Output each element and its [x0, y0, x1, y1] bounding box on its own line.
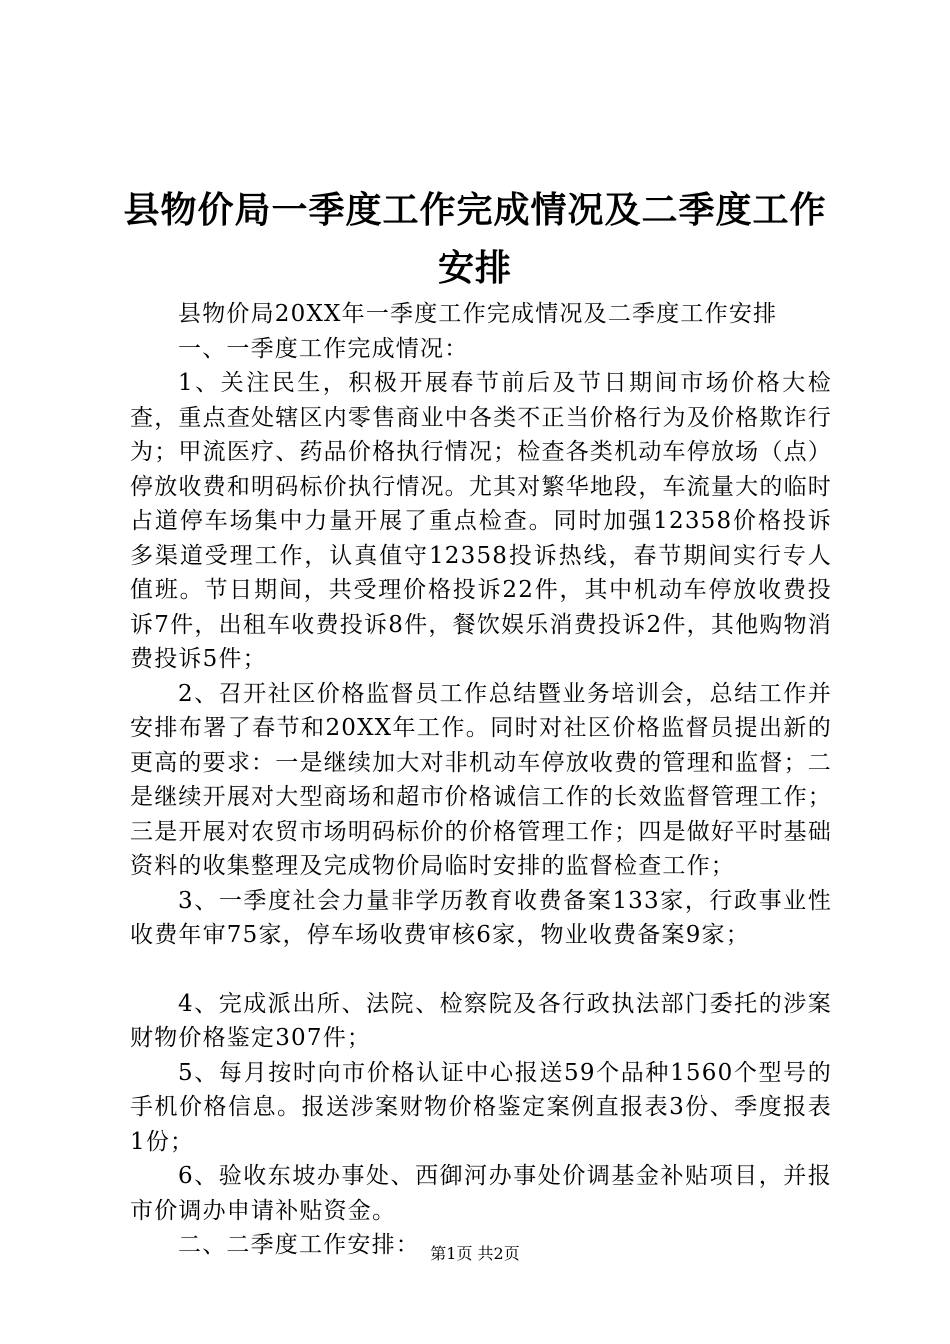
- subtitle-paragraph: 县物价局20XX年一季度工作完成情况及二季度工作安排: [178, 301, 778, 327]
- body-paragraph-3: 3、一季度社会力量非学历教育收费备案133家，行政事业性收费年审75家，停车场收费审核6家，物业收费备案9家；: [130, 887, 832, 948]
- body-paragraph-4: 4、完成派出所、法院、检察院及各行政执法部门委托的涉案财物价格鉴定307件；: [130, 990, 832, 1051]
- body-paragraph-6: 6、验收东坡办事处、西御河办事处价调基金补贴项目，并报市价调办申请补贴资金。: [130, 1163, 832, 1224]
- section-heading-2: 二、二季度工作安排：: [178, 1232, 420, 1258]
- document-body: [130, 297, 832, 1263]
- page-footer: 第1页 共2页: [430, 1244, 520, 1263]
- document-title: 县物价局一季度工作完成情况及二季度工作安排: [123, 190, 827, 289]
- body-paragraph-1: 1、关注民生，积极开展春节前后及节日期间市场价格大检查，重点查处辖区内零售商业中各类不正当价格行为及价格欺诈行为；甲流医疗、药品价格执行情况；检查各类机动车停放场（点）停放收费和明码标价执行情况。尤其对繁华地段，车流量大的临时占道停车场集中力量开展了重点检查。同时加强12358价格投诉多渠道受理工作，认真值守12358投诉热线，春节期间实行专人值班。节日期间，共受理价格投诉22件，其中机动车停放收费投诉7件，出租车收费投诉8件，餐饮娱乐消费投诉2件，其他购物消费投诉5件；: [130, 370, 832, 672]
- section-heading-1: 一、一季度工作完成情况：: [178, 335, 469, 362]
- body-paragraph-5: 5、每月按时向市价格认证中心报送59个品种1560个型号的手机价格信息。报送涉案财物价格鉴定案例直报表3份、季度报表1份；: [130, 1059, 832, 1155]
- body-paragraph-2: 2、召开社区价格监督员工作总结暨业务培训会，总结工作并安排布署了春节和20XX年工作。同时对社区价格监督员提出新的更高的要求：一是继续加大对非机动车停放收费的管理和监督；二是继续开展对大型商场和超市价格诚信工作的长效监督管理工作；三是开展对农贸市场明码标价的价格管理工作；四是做好平时基础资料的收集整理及完成物价局临时安排的监督检查工作；: [130, 680, 832, 879]
